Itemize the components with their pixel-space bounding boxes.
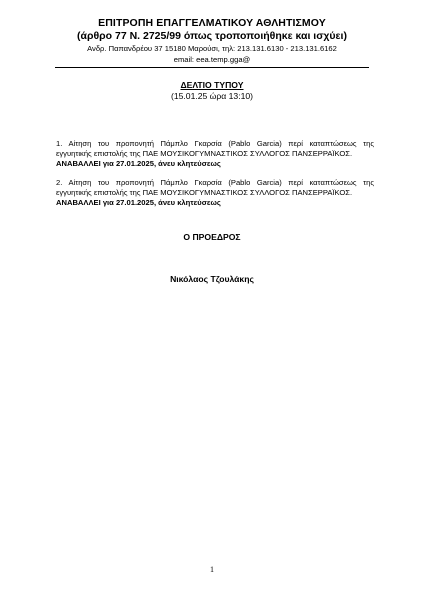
agenda-item-1 (56, 139, 374, 169)
press-release-title: ΔΕΛΤΙΟ ΤΥΠΟΥ (180, 80, 244, 90)
agenda-item-text-line: εγγυητικής επιστολής της ΠΑΕ ΜΟΥΣΙΚΟΓΥΜΝΑΣΤΙΚΟΣ ΣΥΛΛΟΓΟΣ ΠΑΝΣΕΡΡΑΪΚΟΣ. (56, 149, 353, 158)
press-release-datetime: (15.01.25 ώρα 13:10) (170, 91, 254, 101)
header-divider (55, 67, 369, 68)
committee-title: ΕΠΙΤΡΟΠΗ ΕΠΑΓΓΕΛΜΑΤΙΚΟΥ ΑΘΛΗΤΙΣΜΟΥ (98, 17, 326, 29)
page-number: 1 (210, 565, 214, 574)
agenda-item-2 (56, 178, 374, 208)
signature-name: Νικόλαος Τζουλάκης (170, 274, 254, 284)
agenda-item-text-line: εγγυητικής επιστολής της ΠΑΕ ΜΟΥΣΙΚΟΓΥΜΝΑΣΤΙΚΟΣ ΣΥΛΛΟΓΟΣ ΠΑΝΣΕΡΡΑΪΚΟΣ. (56, 188, 353, 197)
agenda-item-text-line: 1. Αίτηση του προπονητή Πάμπλο Γκαρσία (Pablo Garcia) περί καταπτώσεως της (56, 139, 374, 148)
agenda-item-text-line: 2. Αίτηση του προπονητή Πάμπλο Γκαρσία (Pablo Garcia) περί καταπτώσεως της (56, 178, 374, 187)
committee-law-reference: (άρθρο 77 Ν. 2725/99 όπως τροποποιήθηκε και ισχύει) (77, 30, 347, 42)
agenda-item-decision: ΑΝΑΒΑΛΛΕΙ για 27.01.2025, άνευ κλητεύσεως (56, 159, 221, 168)
signature-role: Ο ΠΡΟΕΔΡΟΣ (183, 232, 241, 242)
committee-address: Ανδρ. Παπανδρέου 37 15180 Μαρούσι, τηλ: 213.131.6130 - 213.131.6162 (87, 44, 337, 53)
agenda-item-decision: ΑΝΑΒΑΛΛΕΙ για 27.01.2025, άνευ κλητεύσεως (56, 198, 221, 207)
committee-email: email: eea.temp.gga@ (173, 55, 251, 64)
